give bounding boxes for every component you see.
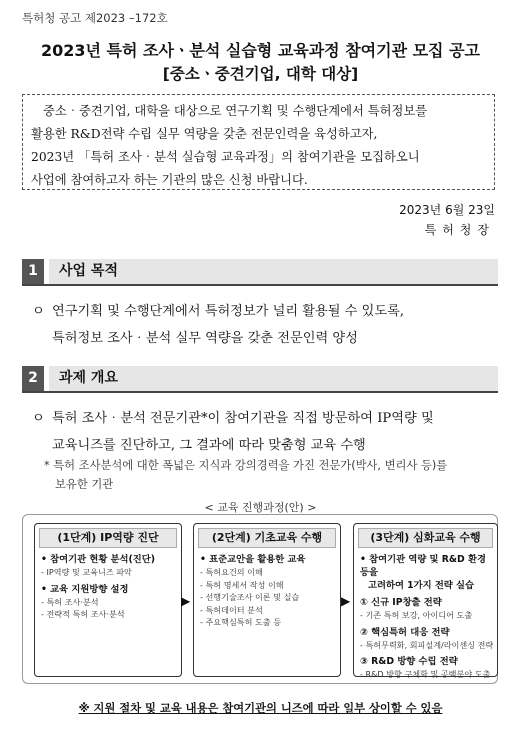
stage-subitem: - 특허데이터 분석	[200, 604, 263, 615]
overview-text	[32, 405, 434, 459]
stage-item: ② 핵심특허 대응 전략	[360, 626, 450, 638]
footnote	[44, 456, 447, 494]
bullet-circle: ㅇ	[32, 304, 45, 319]
section-title: 과제 개요	[49, 366, 498, 391]
section-number: 2	[22, 366, 44, 391]
stage-subitem: - 주요핵심특허 도출 등	[200, 617, 282, 627]
stage-2-box	[193, 523, 341, 677]
stage-item: • 교육 지원방향 설정	[41, 583, 129, 595]
page-title: 2023년 특허 조사ㆍ분석 실습형 교육과정 참여기관 모집 공고	[40, 41, 480, 60]
arrow-right-icon: ▶	[341, 594, 351, 608]
stage-3-body	[360, 553, 498, 681]
stage-subitem: - 특허무력화, 회피설계/라이센싱 전략	[360, 639, 494, 650]
stage-1-title: (1단계) IP역량 진단	[39, 528, 177, 548]
stage-item: ③ R&D 방향 수립 전략	[360, 656, 458, 667]
bullet-circle: ㅇ	[32, 411, 45, 426]
stage-2-body	[200, 553, 338, 629]
footer-note	[0, 700, 521, 716]
stage-item: • 표준교안을 활용한 교육	[200, 554, 306, 565]
stage-subitem: - 특허요건의 이해	[200, 567, 263, 577]
stage-item: ① 신규 IP창출 전략	[360, 597, 442, 608]
intro-line: 활용한 R&D전략 수립 실무 역량을 갖춘 전문인력을 육성하고자,	[31, 127, 378, 141]
stage-3-box	[353, 523, 498, 677]
stage-item: 고려하여 1가지 전략 실습	[368, 580, 474, 591]
section-title: 사업 목적	[49, 259, 498, 284]
arrow-right-icon: ▶	[181, 594, 191, 608]
intro-line: 사업에 참여하고자 하는 기관의 많은 신청 바랍니다.	[31, 173, 308, 187]
page-subtitle: [중소ㆍ중견기업, 대학 대상]	[162, 65, 359, 83]
intro-box	[22, 94, 495, 190]
issue-date: 2023년 6월 23일	[399, 203, 495, 217]
section-header-purpose	[22, 259, 498, 286]
overview-line: 특허 조사‧분석 전문기관*이 참여기관을 직접 방문하여 IP역량 및	[52, 411, 434, 426]
section-header-overview	[22, 366, 498, 393]
stage-item: • 참여기관 현황 분석(진단)	[41, 554, 155, 565]
stage-1-body	[41, 553, 179, 621]
stage-subitem: - 전략적 특허 조사‧분석	[41, 609, 125, 619]
purpose-line: 연구기획 및 수행단계에서 특허정보가 널리 활용될 수 있도록,	[52, 304, 405, 319]
intro-line: 2023년 「특허 조사‧분석 실습형 교육과정」의 참여기관을 모집하오니	[31, 150, 420, 164]
stage-2-title: (2단계) 기초교육 수행	[198, 528, 336, 548]
purpose-line: 특허정보 조사‧분석 실무 역량을 갖춘 전문인력 양성	[52, 331, 358, 346]
stage-subitem: - R&D 방향 구체화 및 공백분야 도출	[360, 669, 491, 679]
stage-item: • 참여기관 역량 및 R&D 환경 등을	[360, 554, 486, 578]
stage-subitem: - 선행기술조사 이론 및 실습	[200, 592, 300, 602]
intro-line: 중소‧중견기업, 대학을 대상으로 연구기획 및 수행단계에서 특허정보를	[43, 104, 428, 118]
purpose-text	[32, 298, 404, 352]
stage-subitem: - IP역량 및 교육니즈 파악	[41, 567, 132, 577]
footnote-line: * 특허 조사분석에 대한 폭넓은 지식과 강의경력을 가진 전문가(박사, 변리사 등)를	[44, 459, 448, 472]
stage-3-title: (3단계) 심화교육 수행	[358, 528, 493, 548]
issuing-org: 특허청장	[424, 223, 495, 237]
process-title: < 교육 진행과정(안) >	[204, 501, 317, 514]
footnote-line: 보유한 기관	[55, 478, 114, 491]
stage-subitem: - 기존 특허 보강, 아이디어 도출	[360, 610, 473, 620]
footer-text: ※ 지원 절차 및 교육 내용은 참여기관의 니즈에 따라 일부 상이할 수 있음	[78, 702, 443, 715]
section-number: 1	[22, 259, 44, 284]
stage-1-box	[34, 523, 182, 677]
overview-line: 교육니즈를 진단하고, 그 결과에 따라 맞춤형 교육 수행	[52, 438, 366, 453]
stage-subitem: - 특허 조사‧분석	[41, 596, 99, 607]
stage-subitem: - 특허 명세서 작성 이해	[200, 579, 284, 590]
notice-number: 특허청 공고 제2023 –172호	[22, 11, 168, 25]
